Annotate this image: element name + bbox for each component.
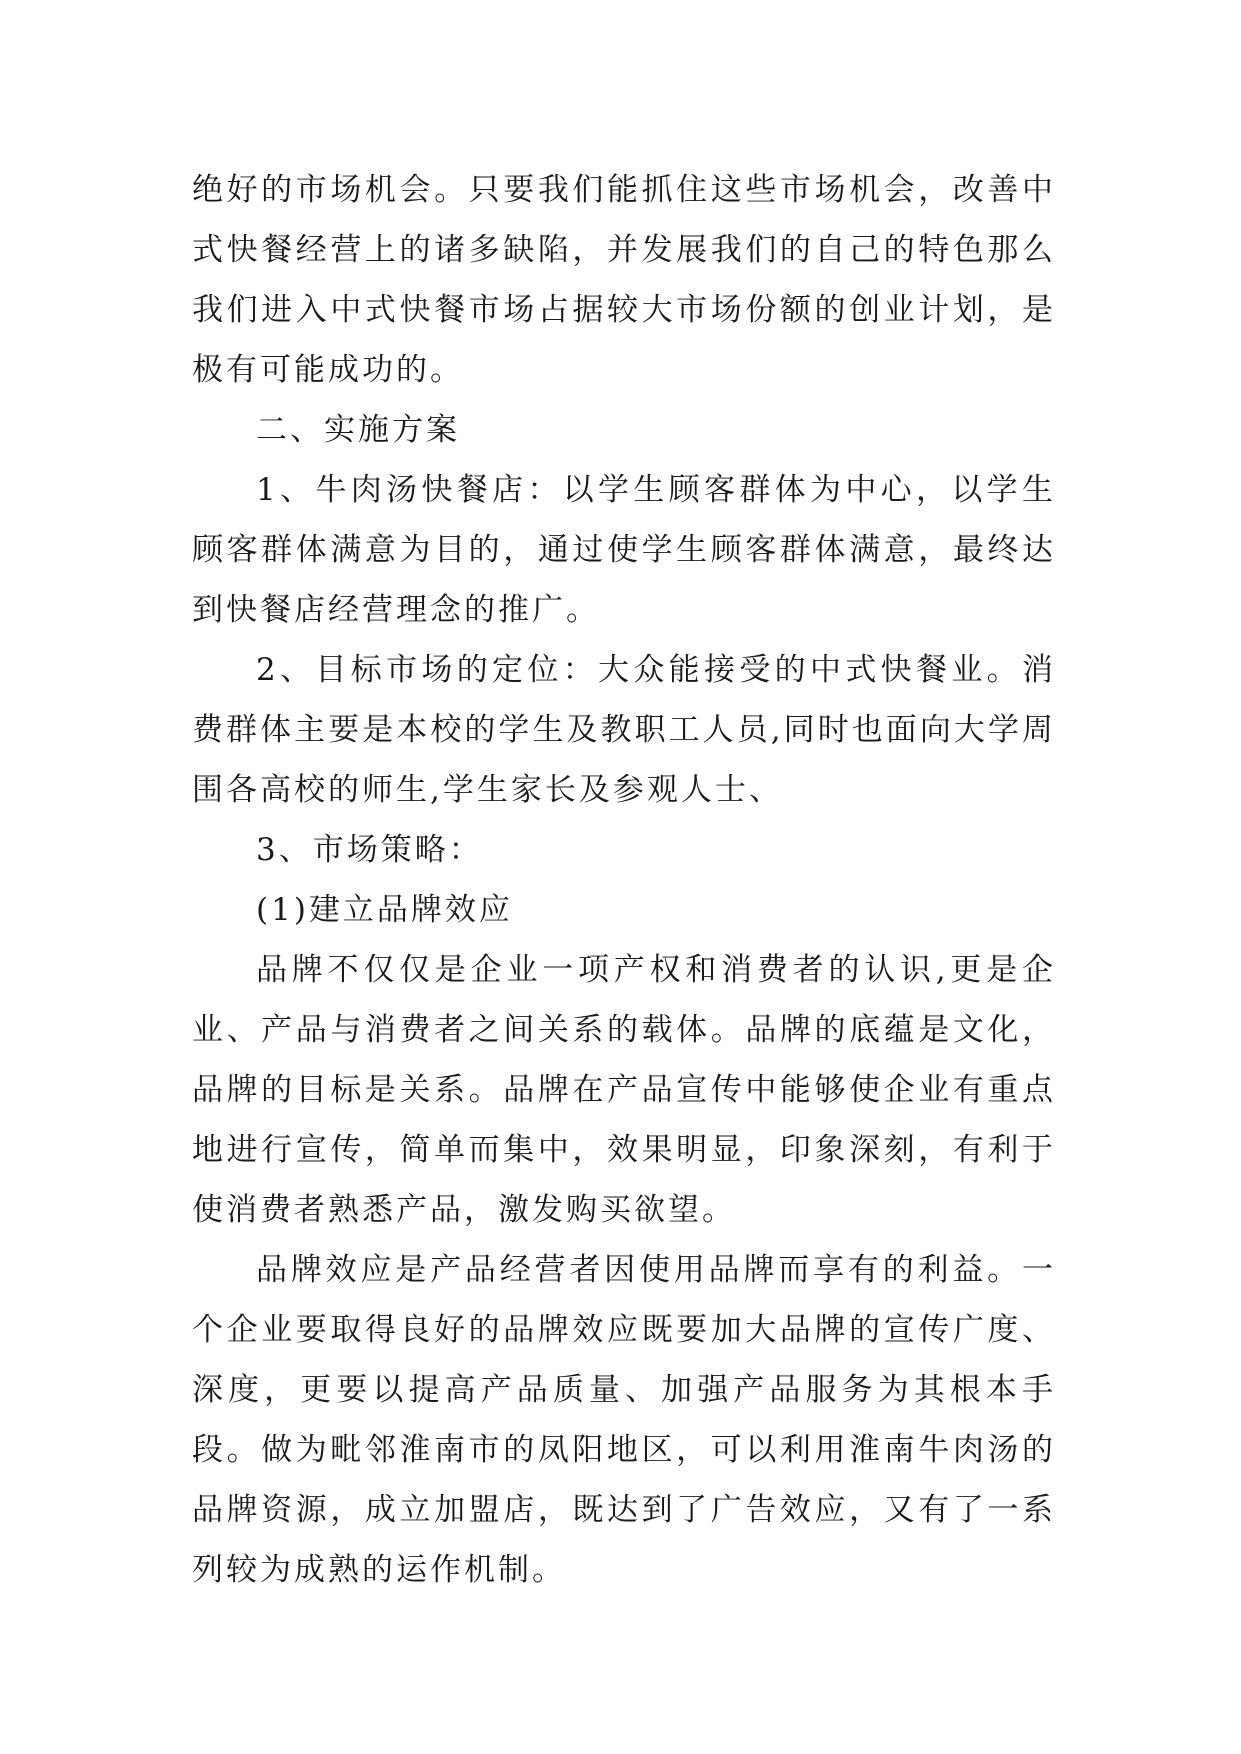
subheading-brand-effect: (1)建立品牌效应 <box>256 892 513 928</box>
heading-implementation-plan: 二、实施方案 <box>256 412 460 448</box>
heading-market-strategy: 3、市场策略： <box>256 832 483 868</box>
paragraph-beef-soup-shop: 1、牛肉汤快餐店：以学生顾客群体为中心，以学生顾客群体满意为目的，通过使学生顾客群体满意，最终达到快餐店经营理念的推广。 <box>192 472 1056 628</box>
paragraph-brand-definition: 品牌不仅仅是企业一项产权和消费者的认识,更是企业、产品与消费者之间关系的载体。品牌的底蕴是文化，品牌的目标是关系。品牌在产品宣传中能够使企业有重点地进行宣传，简单而集中，效果明显，印象深刻，有利于使消费者熟悉产品，激发购买欲望。 <box>192 952 1056 1228</box>
paragraph-market-opportunity: 绝好的市场机会。只要我们能抓住这些市场机会，改善中式快餐经营上的诸多缺陷，并发展我们的自己的特色那么我们进入中式快餐市场占据较大市场份额的创业计划，是极有可能成功的。 <box>192 172 1056 388</box>
document-body <box>192 160 1056 1600</box>
paragraph-brand-effect: 品牌效应是产品经营者因使用品牌而享有的利益。一个企业要取得良好的品牌效应既要加大品牌的宣传广度、深度，更要以提高产品质量、加强产品服务为其根本手段。做为毗邻淮南市的凤阳地区，可以利用淮南牛肉汤的品牌资源，成立加盟店，既达到了广告效应，又有了一系列较为成熟的运作机制。 <box>192 1252 1056 1588</box>
paragraph-target-market: 2、目标市场的定位：大众能接受的中式快餐业。消费群体主要是本校的学生及教职工人员,同时也面向大学周围各高校的师生,学生家长及参观人士、 <box>192 652 1056 808</box>
